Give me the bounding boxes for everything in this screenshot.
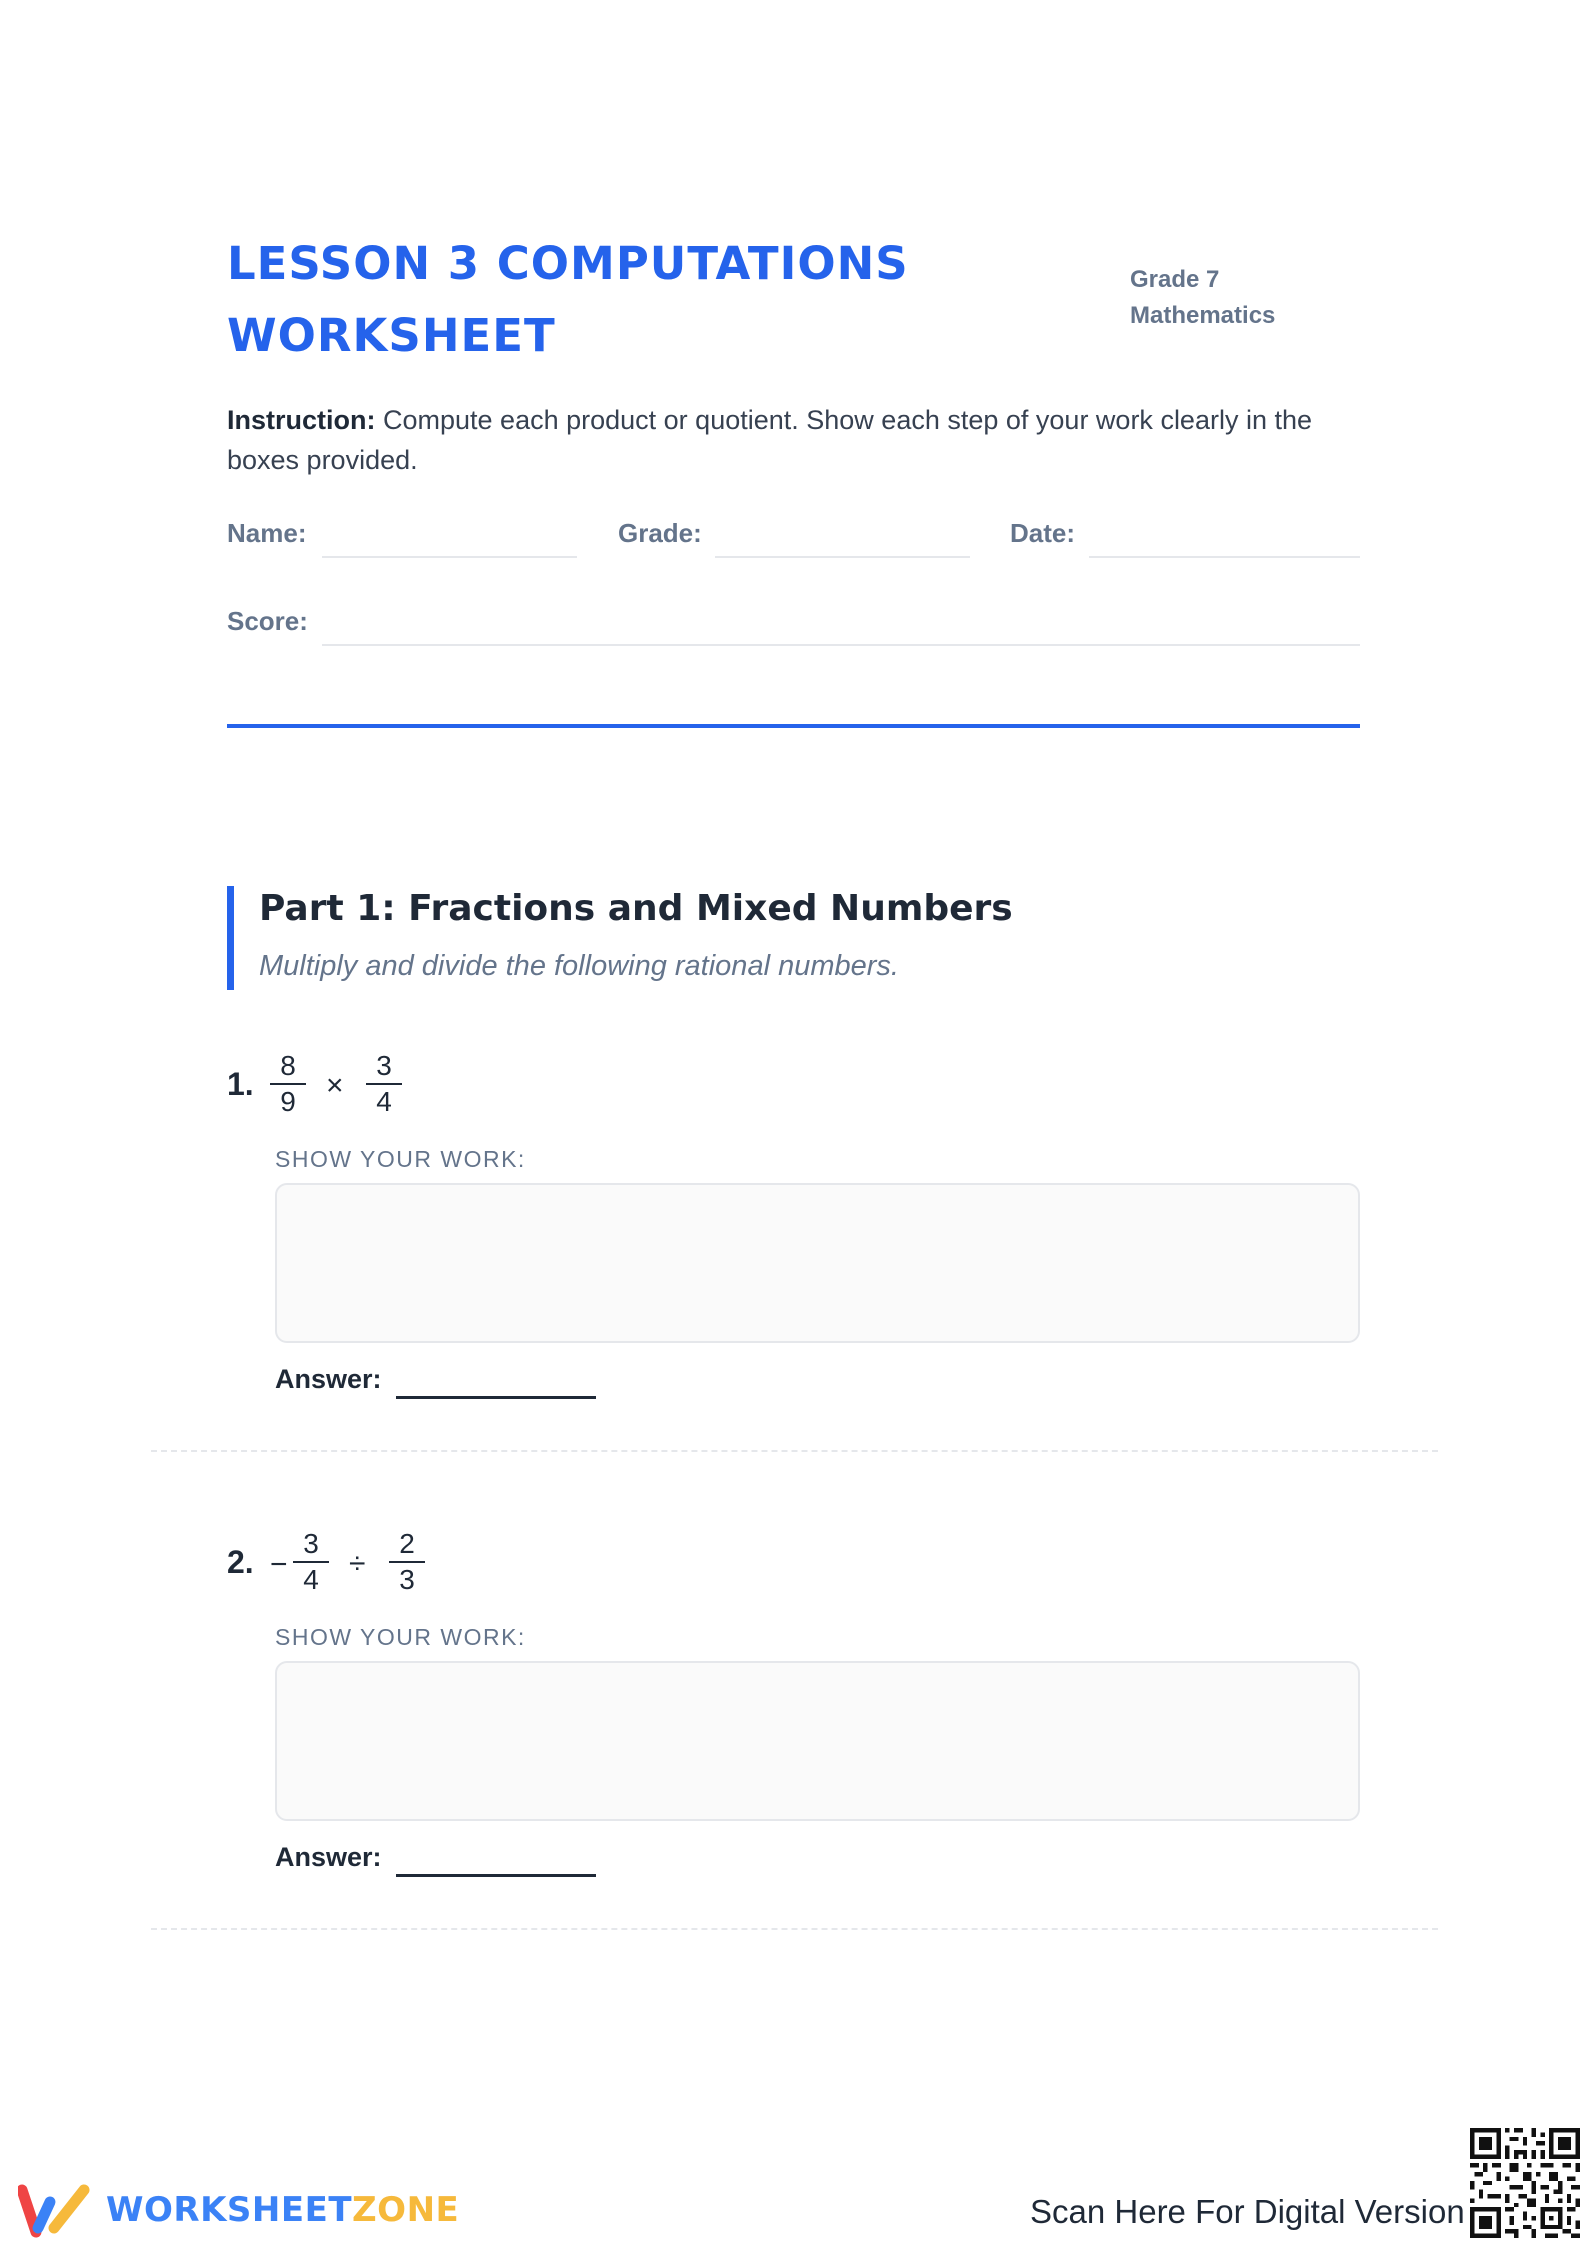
- multiply-operator: ×: [326, 1069, 344, 1102]
- answer-label: Answer:: [275, 1842, 382, 1872]
- date-label: Date:: [1010, 518, 1076, 548]
- numerator: 8: [280, 1050, 296, 1081]
- worksheetzone-logo[interactable]: [18, 2180, 459, 2240]
- title-line-2: WORKSHEET: [227, 309, 556, 362]
- grade-level: Grade 7: [1130, 266, 1220, 293]
- fraction-a: [293, 1528, 329, 1596]
- negative-sign: −: [270, 1548, 288, 1581]
- qr-code-icon[interactable]: [1470, 2128, 1580, 2238]
- fraction-bar: [389, 1561, 425, 1563]
- show-work-label: SHOW YOUR WORK:: [275, 1624, 526, 1650]
- numerator: 3: [376, 1050, 392, 1081]
- logo-text-part1: WORKSHEET: [106, 2190, 353, 2230]
- score-field[interactable]: [322, 644, 1360, 646]
- work-box[interactable]: [275, 1661, 1360, 1821]
- logo-text-part2: ZONE: [352, 2190, 460, 2230]
- instruction-label: Instruction:: [227, 405, 376, 435]
- subject: Mathematics: [1130, 302, 1276, 329]
- question-number: 2.: [227, 1544, 254, 1580]
- answer-label: Answer:: [275, 1364, 382, 1394]
- logo-w-icon: [18, 2182, 92, 2238]
- grade-label: Grade:: [618, 518, 702, 548]
- grade-field[interactable]: [715, 556, 970, 558]
- score-label: Score:: [227, 606, 308, 636]
- answer-field[interactable]: [396, 1874, 596, 1877]
- fraction-bar: [270, 1083, 306, 1085]
- question-separator: [151, 1450, 1438, 1452]
- denominator: 3: [399, 1564, 415, 1595]
- title-line-1: LESSON 3 COMPUTATIONS: [227, 237, 909, 290]
- divide-operator: ÷: [349, 1547, 366, 1580]
- date-field[interactable]: [1089, 556, 1360, 558]
- work-box[interactable]: [275, 1183, 1360, 1343]
- instruction: [227, 400, 1367, 480]
- denominator: 9: [280, 1086, 296, 1117]
- numerator: 2: [399, 1528, 415, 1559]
- show-work-label: SHOW YOUR WORK:: [275, 1146, 526, 1172]
- answer-field[interactable]: [396, 1396, 596, 1399]
- section-title: Part 1: Fractions and Mixed Numbers: [259, 888, 1013, 929]
- denominator: 4: [376, 1086, 392, 1117]
- fraction-a: [270, 1050, 306, 1118]
- numerator: 3: [303, 1528, 319, 1559]
- denominator: 4: [303, 1564, 319, 1595]
- fraction-bar: [293, 1561, 329, 1563]
- header-divider: [227, 724, 1360, 728]
- worksheet-title: [227, 228, 927, 372]
- name-label: Name:: [227, 518, 307, 548]
- section-accent-bar: [227, 886, 234, 990]
- fraction-b: [366, 1050, 402, 1118]
- question-separator: [151, 1928, 1438, 1930]
- logo-text: [106, 2190, 459, 2230]
- fraction-b: [389, 1528, 425, 1596]
- question-number: 1.: [227, 1066, 254, 1102]
- scan-instruction: Scan Here For Digital Version: [1030, 2193, 1465, 2230]
- instruction-text: Compute each product or quotient. Show each step of your work clearly in the boxes provided.: [227, 405, 1313, 475]
- worksheet-meta: [1130, 262, 1275, 334]
- section-subtitle: Multiply and divide the following rational numbers.: [259, 950, 899, 982]
- name-field[interactable]: [322, 556, 577, 558]
- fraction-bar: [366, 1083, 402, 1085]
